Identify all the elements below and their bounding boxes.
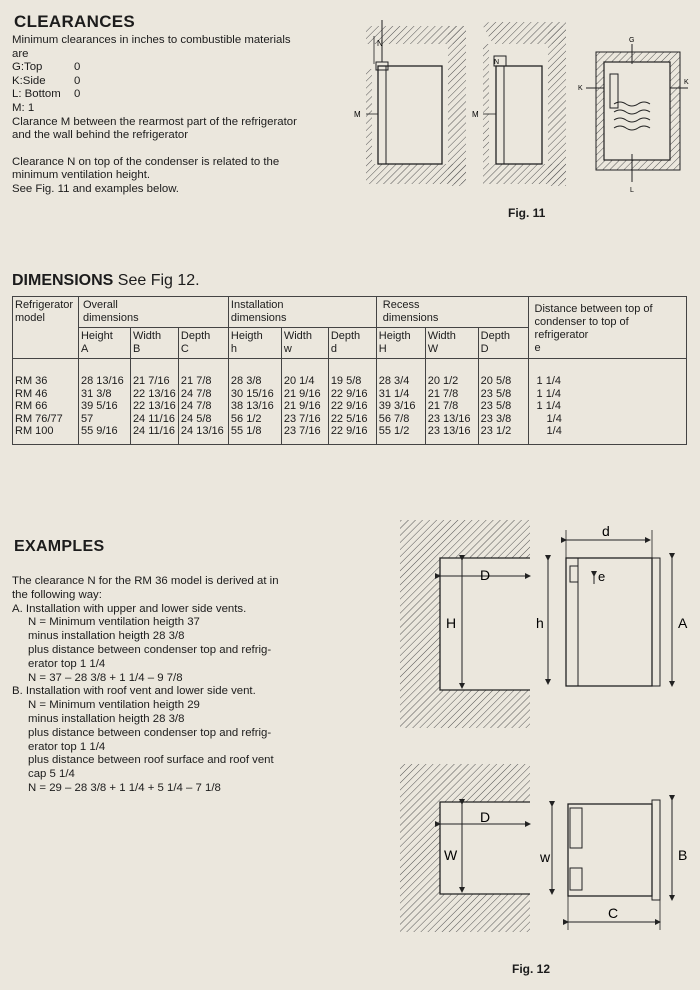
examples-text — [12, 575, 279, 796]
fig12-recess-top-view — [400, 764, 530, 932]
col-H: 28 3/4 31 1/4 39 3/16 56 7/8 55 1/2 — [376, 359, 425, 445]
example-line: N = 37 – 28 3/8 + 1 1/4 – 9 7/8 — [28, 671, 183, 684]
header-recess-line: dimensions — [382, 312, 439, 324]
header-overall-line: Overall — [82, 299, 118, 311]
header-distance — [528, 297, 686, 359]
clearance-label: K:Side — [12, 74, 46, 87]
fig11-label-g: G — [629, 37, 635, 44]
header-overall-line: dimensions — [82, 312, 139, 324]
fig11-label-n: N — [377, 39, 383, 48]
examples-heading: EXAMPLES — [14, 538, 105, 555]
clearance-m-line: and the wall behind the refrigerator — [12, 129, 189, 142]
clearances-intro-line: are — [12, 47, 29, 60]
clearance-value: 0 — [74, 88, 81, 101]
example-line: N = Minimum ventilation heigth 29 — [28, 699, 200, 712]
fig12-label-B: B — [678, 847, 688, 863]
example-line: plus distance between roof surface and roof vent — [28, 754, 274, 767]
col-d: 19 5/8 22 9/16 22 9/16 22 5/16 22 9/16 — [328, 359, 376, 445]
fig12-label-D-bottom: D — [480, 809, 491, 825]
fig12-label-h: h — [536, 615, 544, 631]
header-col-H: Heigth H — [376, 328, 425, 359]
fig11-middle-installation — [483, 22, 566, 186]
clearance-item — [12, 102, 297, 116]
example-line: A. Installation with upper and lower side vents. — [12, 602, 247, 615]
example-line: N = Minimum ventilation heigth 37 — [28, 616, 200, 629]
header-installation — [228, 297, 376, 328]
header-col-W: Width W — [425, 328, 478, 359]
col-h: 28 3/8 30 15/16 38 13/16 56 1/2 55 1/8 — [228, 359, 281, 445]
header-distance-line: refrigerator — [534, 329, 589, 341]
col-w: 20 1/4 21 9/16 21 9/16 23 7/16 23 7/16 — [281, 359, 328, 445]
fig11-label-l: L — [630, 187, 634, 194]
fig11-label-m: M — [354, 110, 361, 119]
col-B: 21 7/16 22 13/16 22 13/16 24 11/16 24 11/16 — [130, 359, 178, 445]
col-e: 1 1/4 1 1/4 1 1/4 1/4 1/4 — [528, 359, 686, 445]
example-line: minus installation heigth 28 3/8 — [28, 712, 185, 725]
table-group-header — [13, 297, 687, 328]
header-recess-line: Recess — [382, 299, 420, 311]
col-C: 21 7/8 24 7/8 24 7/8 24 5/8 24 13/16 — [178, 359, 228, 445]
header-col-A: Height A — [78, 328, 130, 359]
header-model-line: Refrigerator — [15, 299, 74, 311]
example-line: the following way: — [12, 588, 102, 601]
fig12-recess-side-view — [400, 520, 530, 728]
dimensions-subheading: See Fig 12. — [117, 272, 200, 289]
header-col-D: Depth D — [478, 328, 528, 359]
header-col-h: Heigth h — [228, 328, 281, 359]
fig12-label-A: A — [678, 615, 688, 631]
fig12-caption: Fig. 12 — [512, 962, 551, 976]
fig12-label-d: d — [602, 523, 610, 539]
header-col-w: Width w — [281, 328, 328, 359]
fig11-label-m-2: M — [472, 110, 479, 119]
header-distance-line: Distance between top of — [534, 303, 653, 315]
dimensions-title — [12, 272, 200, 290]
header-distance-line: condenser to top of — [534, 316, 629, 328]
header-model — [13, 297, 79, 359]
col-D: 20 5/8 23 5/8 23 5/8 23 3/8 23 1/2 — [478, 359, 528, 445]
clearance-label: M: 1 — [12, 101, 35, 114]
clearance-label: L: Bottom — [12, 88, 61, 101]
fig12-label-e: e — [598, 569, 606, 584]
header-col-B: Width B — [130, 328, 178, 359]
col-model: RM 36 RM 46 RM 66 RM 76/77 RM 100 — [13, 359, 79, 445]
fig11-label-k-right: K — [684, 79, 689, 86]
fig12-label-C: C — [608, 905, 619, 921]
clearances-intro-line: Minimum clearances in inches to combustible materials — [12, 34, 291, 46]
fig12-diagram — [396, 518, 696, 958]
header-col-C: Depth C — [178, 328, 228, 359]
clearance-item — [12, 88, 297, 102]
header-col-e: e — [534, 342, 541, 354]
clearance-value: 0 — [74, 74, 81, 87]
clearance-item — [12, 75, 297, 89]
example-line: erator top 1 1/4 — [28, 657, 106, 670]
example-line: erator top 1 1/4 — [28, 740, 106, 753]
header-installation-line: Installation — [230, 299, 284, 311]
example-line: N = 29 – 28 3/8 + 1 1/4 + 5 1/4 – 7 1/8 — [28, 781, 221, 794]
clearance-value: 0 — [74, 61, 81, 74]
fig12-fridge-side-view — [548, 530, 672, 686]
col-W: 20 1/2 21 7/8 21 7/8 23 13/16 23 13/16 — [425, 359, 478, 445]
fig11-caption: Fig. 11 — [508, 206, 546, 220]
clearance-n-line: See Fig. 11 and examples below. — [12, 182, 179, 195]
clearance-n-line: Clearance N on top of the condenser is related to the — [12, 155, 280, 168]
clearance-n-line: minimum ventilation height. — [12, 169, 151, 182]
clearance-label: G:Top — [12, 61, 43, 74]
col-A: 28 13/16 31 3/8 39 5/16 57 55 9/16 — [78, 359, 130, 445]
example-line: B. Installation with roof vent and lower side vent. — [12, 685, 256, 698]
header-col-d: Depth d — [328, 328, 376, 359]
header-overall — [78, 297, 228, 328]
dimensions-heading: DIMENSIONS — [12, 272, 114, 289]
clearance-item — [12, 61, 297, 75]
fig11-label-k-left: K — [578, 85, 583, 92]
fig12-label-D: D — [480, 567, 491, 583]
example-line: The clearance N for the RM 36 model is derived at in — [12, 575, 279, 587]
fig11-diagram — [348, 14, 696, 199]
clearances-text — [12, 34, 297, 197]
example-line: cap 5 1/4 — [28, 768, 75, 781]
fig12-label-W: W — [444, 847, 458, 863]
fig12-label-w: w — [540, 849, 551, 865]
header-installation-line: dimensions — [230, 312, 287, 324]
clearance-m-line: Clarance M between the rearmost part of the refrigerator — [12, 115, 297, 128]
example-line: plus distance between condenser top and refrig- — [28, 643, 272, 656]
fig11-right-cutaway — [586, 44, 688, 182]
fig11-label-n-2: N — [494, 59, 500, 66]
table-body — [13, 359, 687, 445]
dimensions-table — [12, 296, 687, 445]
example-line: minus installation heigth 28 3/8 — [28, 630, 185, 643]
header-recess — [376, 297, 528, 328]
header-model-line: model — [15, 312, 45, 324]
fig12-label-H: H — [446, 615, 457, 631]
clearances-heading: CLEARANCES — [14, 12, 136, 31]
example-line: plus distance between condenser top and refrig- — [28, 726, 272, 739]
